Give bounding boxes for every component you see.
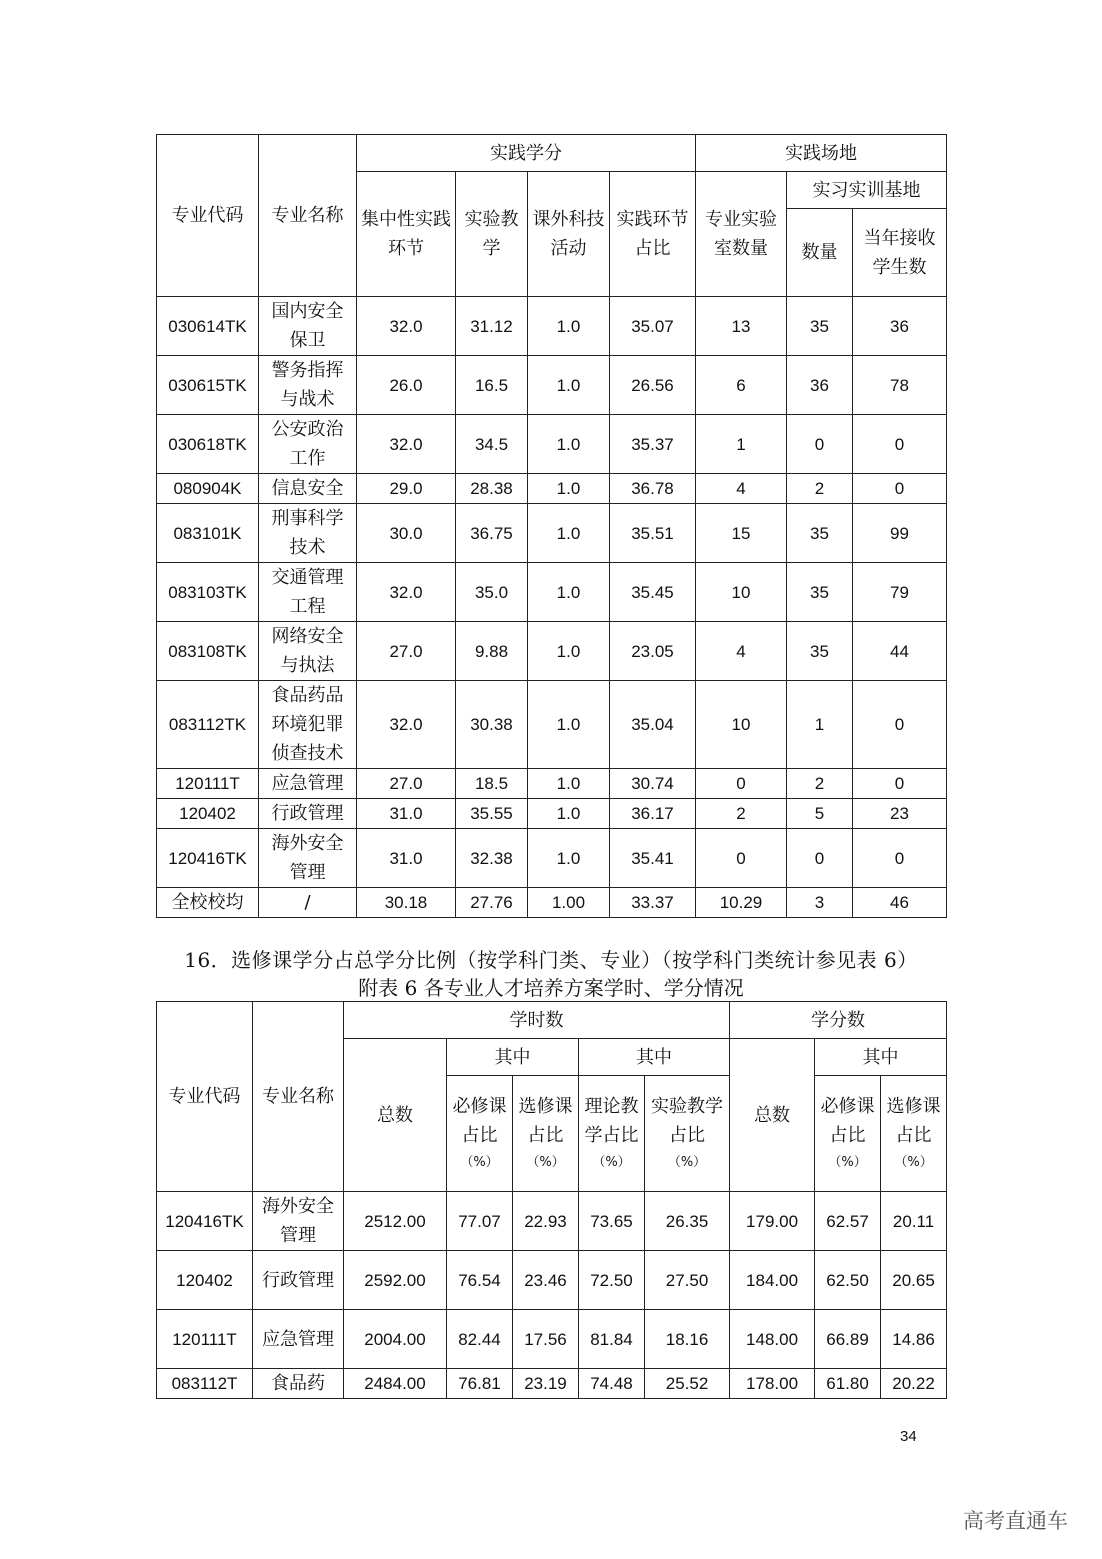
- t2-header-elective: [513, 1076, 579, 1192]
- cell-c1: 32.0: [357, 415, 456, 474]
- cell-c5: 10.29: [696, 888, 787, 918]
- cell-c2: 34.5: [456, 415, 528, 474]
- cell-c3: 1.0: [528, 474, 610, 504]
- cell-r: 76.54: [447, 1251, 513, 1310]
- cell-c6: 36: [787, 356, 853, 415]
- cell-c6: 35: [787, 622, 853, 681]
- cell-ce: 20.11: [881, 1192, 947, 1251]
- cell-h: 2004.00: [344, 1310, 447, 1369]
- cell-c4: 35.37: [610, 415, 696, 474]
- cell-c7: 0: [853, 474, 947, 504]
- cell-name: 国内安全保卫: [259, 297, 357, 356]
- table-row: [157, 829, 947, 888]
- cell-cr: 178.00: [730, 1369, 815, 1399]
- cell-c5: 0: [696, 769, 787, 799]
- cell-code: 120402: [157, 799, 259, 829]
- cell-x: 27.50: [645, 1251, 730, 1310]
- pct-unit: （%）: [667, 1154, 707, 1170]
- practice-credits-table: [156, 134, 947, 918]
- cell-c1: 27.0: [357, 622, 456, 681]
- table-row: [157, 1251, 947, 1310]
- cell-c7: 79: [853, 563, 947, 622]
- header-students: 当年接收学生数: [853, 209, 947, 297]
- t2-header-credit-total: 总数: [730, 1039, 815, 1192]
- cell-c1: 32.0: [357, 297, 456, 356]
- cell-name: /: [259, 888, 357, 918]
- cell-c6: 3: [787, 888, 853, 918]
- cell-c4: 36.17: [610, 799, 696, 829]
- cell-h: 2592.00: [344, 1251, 447, 1310]
- cell-code: 083112TK: [157, 681, 259, 769]
- t2-header-required: [447, 1076, 513, 1192]
- cell-code: 全校校均: [157, 888, 259, 918]
- cell-c3: 1.0: [528, 504, 610, 563]
- cell-c4: 35.51: [610, 504, 696, 563]
- table-row: [157, 356, 947, 415]
- cell-ce: 20.65: [881, 1251, 947, 1310]
- t2-header-of-which-c: 其中: [815, 1039, 947, 1076]
- header-base-count: 数量: [787, 209, 853, 297]
- label: 实验教学占比: [651, 1095, 724, 1146]
- cell-c3: 1.0: [528, 356, 610, 415]
- cell-name: 食品药品环境犯罪侦查技术: [259, 681, 357, 769]
- cell-t: 72.50: [579, 1251, 645, 1310]
- cell-c1: 29.0: [357, 474, 456, 504]
- table-row: [157, 1310, 947, 1369]
- cell-c7: 0: [853, 829, 947, 888]
- t2-header-credit-required: [815, 1076, 881, 1192]
- cell-c6: 2: [787, 769, 853, 799]
- cell-c1: 27.0: [357, 769, 456, 799]
- cell-c3: 1.0: [528, 799, 610, 829]
- cell-c3: 1.0: [528, 297, 610, 356]
- table-row: [157, 622, 947, 681]
- cell-x: 18.16: [645, 1310, 730, 1369]
- cell-code: 030614TK: [157, 297, 259, 356]
- cell-name: 警务指挥与战术: [259, 356, 357, 415]
- cell-c3: 1.0: [528, 829, 610, 888]
- t2-header-name: 专业名称: [253, 1002, 344, 1192]
- table-row: [157, 1192, 947, 1251]
- table-row: [157, 1369, 947, 1399]
- cell-code: 120416TK: [157, 829, 259, 888]
- cell-c2: 32.38: [456, 829, 528, 888]
- cell-r: 76.81: [447, 1369, 513, 1399]
- cell-code: 083101K: [157, 504, 259, 563]
- cell-name: 网络安全与执法: [259, 622, 357, 681]
- cell-c6: 1: [787, 681, 853, 769]
- header-practice-venue: 实践场地: [696, 135, 947, 172]
- pct-unit: （%）: [894, 1154, 933, 1170]
- cell-c1: 32.0: [357, 681, 456, 769]
- header-ratio: 实践环节占比: [610, 172, 696, 297]
- cell-c5: 15: [696, 504, 787, 563]
- t2-header-credit-elective: [881, 1076, 947, 1192]
- cell-e: 23.46: [513, 1251, 579, 1310]
- table-row: [157, 504, 947, 563]
- t2-header-experiment: [645, 1076, 730, 1192]
- header-extracurricular: 课外科技活动: [528, 172, 610, 297]
- cell-r: 82.44: [447, 1310, 513, 1369]
- label: 必修课占比: [820, 1095, 875, 1146]
- cell-c1: 31.0: [357, 829, 456, 888]
- label: 理论教学占比: [584, 1095, 639, 1146]
- cell-t: 81.84: [579, 1310, 645, 1369]
- cell-c2: 35.0: [456, 563, 528, 622]
- cell-x: 26.35: [645, 1192, 730, 1251]
- cell-c5: 1: [696, 415, 787, 474]
- cell-name: 行政管理: [259, 799, 357, 829]
- cell-t: 73.65: [579, 1192, 645, 1251]
- cell-c7: 0: [853, 681, 947, 769]
- cell-c4: 35.45: [610, 563, 696, 622]
- cell-c7: 0: [853, 415, 947, 474]
- cell-c2: 18.5: [456, 769, 528, 799]
- cell-code: 120111T: [157, 1310, 253, 1369]
- cell-c2: 35.55: [456, 799, 528, 829]
- cell-r: 77.07: [447, 1192, 513, 1251]
- t2-header-code: 专业代码: [157, 1002, 253, 1192]
- cell-c2: 9.88: [456, 622, 528, 681]
- t2-header-of-which-b: 其中: [579, 1039, 730, 1076]
- cell-c5: 6: [696, 356, 787, 415]
- cell-cr: 184.00: [730, 1251, 815, 1310]
- header-experiment: 实验教学: [456, 172, 528, 297]
- cell-code: 083103TK: [157, 563, 259, 622]
- header-concentrated: 集中性实践环节: [357, 172, 456, 297]
- t2-header-theory: [579, 1076, 645, 1192]
- header-practice-credits: 实践学分: [357, 135, 696, 172]
- cell-name: 食品药: [253, 1369, 344, 1399]
- cell-c2: 27.76: [456, 888, 528, 918]
- pct-unit: （%）: [460, 1154, 499, 1170]
- cell-c6: 5: [787, 799, 853, 829]
- cell-c5: 10: [696, 563, 787, 622]
- cell-c2: 31.12: [456, 297, 528, 356]
- cell-c5: 4: [696, 474, 787, 504]
- page-number: 34: [900, 1428, 917, 1445]
- table-row: [157, 681, 947, 769]
- cell-cq: 62.57: [815, 1192, 881, 1251]
- cell-e: 22.93: [513, 1192, 579, 1251]
- cell-name: 公安政治工作: [259, 415, 357, 474]
- table-row: [157, 297, 947, 356]
- pct-unit: （%）: [592, 1154, 631, 1170]
- table-row: [157, 799, 947, 829]
- cell-c5: 4: [696, 622, 787, 681]
- cell-t: 74.48: [579, 1369, 645, 1399]
- cell-c7: 23: [853, 799, 947, 829]
- cell-c7: 99: [853, 504, 947, 563]
- cell-c1: 30.0: [357, 504, 456, 563]
- cell-code: 083108TK: [157, 622, 259, 681]
- cell-c6: 2: [787, 474, 853, 504]
- cell-ce: 14.86: [881, 1310, 947, 1369]
- table-row: [157, 888, 947, 918]
- cell-cq: 61.80: [815, 1369, 881, 1399]
- cell-code: 120416TK: [157, 1192, 253, 1251]
- cell-c4: 35.41: [610, 829, 696, 888]
- section-title: 16．选修课学分占总学分比例（按学科门类、专业）（按学科门类统计参见表 6）: [184, 948, 918, 972]
- table-row: [157, 474, 947, 504]
- t2-header-of-which-a: 其中: [447, 1039, 579, 1076]
- cell-code: 120402: [157, 1251, 253, 1310]
- header-name: 专业名称: [259, 135, 357, 297]
- cell-c6: 0: [787, 415, 853, 474]
- cell-c3: 1.0: [528, 622, 610, 681]
- cell-h: 2484.00: [344, 1369, 447, 1399]
- label: 选修课占比: [518, 1095, 573, 1146]
- cell-c5: 13: [696, 297, 787, 356]
- cell-name: 交通管理工程: [259, 563, 357, 622]
- cell-c4: 23.05: [610, 622, 696, 681]
- cell-c6: 35: [787, 297, 853, 356]
- cell-c4: 26.56: [610, 356, 696, 415]
- cell-name: 应急管理: [259, 769, 357, 799]
- cell-c4: 33.37: [610, 888, 696, 918]
- cell-c6: 35: [787, 563, 853, 622]
- cell-c6: 0: [787, 829, 853, 888]
- table-row: [157, 563, 947, 622]
- cell-c7: 78: [853, 356, 947, 415]
- cell-code: 083112T: [157, 1369, 253, 1399]
- cell-e: 17.56: [513, 1310, 579, 1369]
- cell-c1: 31.0: [357, 799, 456, 829]
- cell-code: 030615TK: [157, 356, 259, 415]
- cell-name: 应急管理: [253, 1310, 344, 1369]
- cell-c3: 1.0: [528, 415, 610, 474]
- table-row: [157, 415, 947, 474]
- cell-c2: 30.38: [456, 681, 528, 769]
- cell-c1: 26.0: [357, 356, 456, 415]
- cell-c3: 1.0: [528, 563, 610, 622]
- cell-e: 23.19: [513, 1369, 579, 1399]
- cell-c4: 30.74: [610, 769, 696, 799]
- label: 必修课占比: [452, 1095, 507, 1146]
- cell-c3: 1.00: [528, 888, 610, 918]
- table-row: [157, 769, 947, 799]
- cell-code: 120111T: [157, 769, 259, 799]
- cell-name: 海外安全管理: [259, 829, 357, 888]
- cell-c5: 2: [696, 799, 787, 829]
- pct-unit: （%）: [828, 1154, 867, 1170]
- cell-c1: 32.0: [357, 563, 456, 622]
- cell-c7: 44: [853, 622, 947, 681]
- cell-c1: 30.18: [357, 888, 456, 918]
- cell-c5: 10: [696, 681, 787, 769]
- hours-credits-table: [156, 1001, 947, 1399]
- cell-c7: 0: [853, 769, 947, 799]
- cell-c7: 46: [853, 888, 947, 918]
- cell-h: 2512.00: [344, 1192, 447, 1251]
- cell-c4: 35.04: [610, 681, 696, 769]
- cell-c2: 28.38: [456, 474, 528, 504]
- cell-c4: 35.07: [610, 297, 696, 356]
- cell-name: 信息安全: [259, 474, 357, 504]
- cell-cq: 62.50: [815, 1251, 881, 1310]
- t2-header-hours-total: 总数: [344, 1039, 447, 1192]
- cell-ce: 20.22: [881, 1369, 947, 1399]
- cell-name: 海外安全管理: [253, 1192, 344, 1251]
- cell-name: 刑事科学技术: [259, 504, 357, 563]
- cell-c2: 16.5: [456, 356, 528, 415]
- t2-header-hours: 学时数: [344, 1002, 730, 1039]
- header-lab-count: 专业实验室数量: [696, 172, 787, 297]
- header-code: 专业代码: [157, 135, 259, 297]
- cell-c6: 35: [787, 504, 853, 563]
- cell-code: 080904K: [157, 474, 259, 504]
- label: 选修课占比: [886, 1095, 941, 1146]
- watermark: 高考直通车: [963, 1509, 1068, 1533]
- cell-code: 030618TK: [157, 415, 259, 474]
- cell-x: 25.52: [645, 1369, 730, 1399]
- table-title: 附表 6 各专业人才培养方案学时、学分情况: [358, 976, 744, 1000]
- cell-c3: 1.0: [528, 681, 610, 769]
- t2-header-credits: 学分数: [730, 1002, 947, 1039]
- cell-c7: 36: [853, 297, 947, 356]
- cell-c3: 1.0: [528, 769, 610, 799]
- cell-c5: 0: [696, 829, 787, 888]
- cell-c2: 36.75: [456, 504, 528, 563]
- cell-cr: 179.00: [730, 1192, 815, 1251]
- cell-cr: 148.00: [730, 1310, 815, 1369]
- cell-name: 行政管理: [253, 1251, 344, 1310]
- header-base-group: 实习实训基地: [787, 172, 947, 209]
- pct-unit: （%）: [526, 1154, 565, 1170]
- cell-cq: 66.89: [815, 1310, 881, 1369]
- cell-c4: 36.78: [610, 474, 696, 504]
